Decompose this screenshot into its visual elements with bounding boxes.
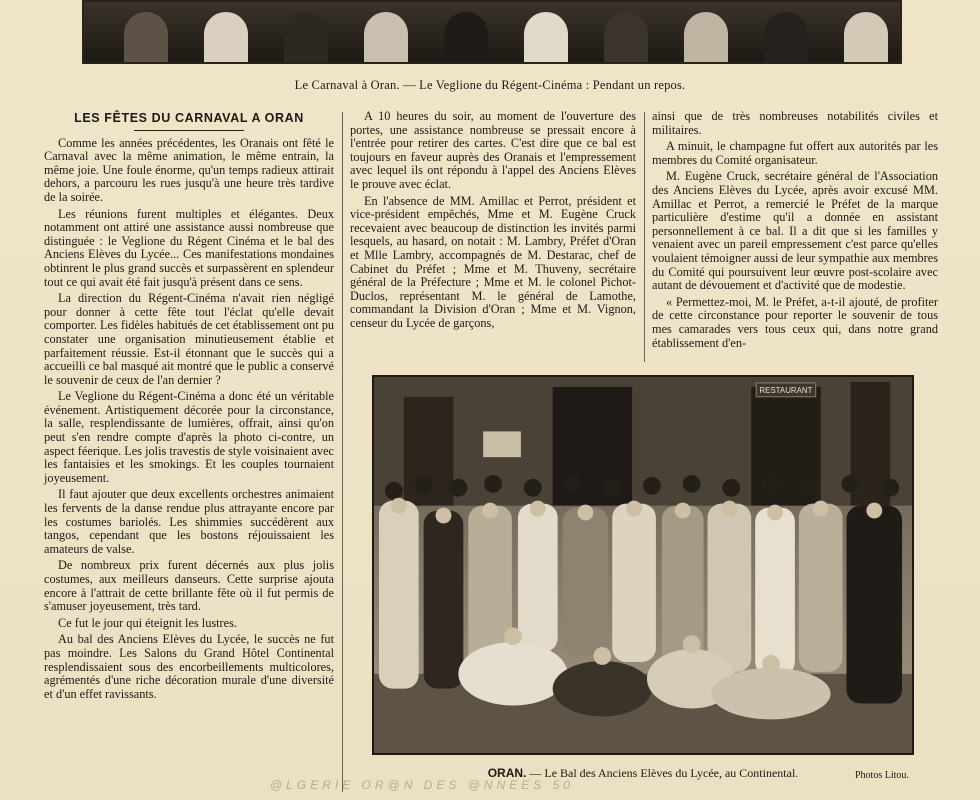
watermark: @LGERIE OR@N DES @NNEES 50 [270, 778, 574, 792]
top-photo-caption: Le Carnaval à Oran. — Le Veglione du Régent-Cinéma : Pendant un repos. [294, 78, 686, 92]
paragraph: « Permettez-moi, M. le Préfet, a-t-il ajouté, de profiter de cette circonstance pour reporter le souvenir de tous mes camarades vers tous ceux qui, dans notre grand établissement d'en- [652, 294, 938, 350]
paragraph: Au bal des Anciens Elèves du Lycée, le succès ne fut pas moindre. Les Salons du Grand Hôtel Continental resplendissaient sous des encorbeillements multicolores, agrémentés d'une riche décoration murale d'une diversité et d'un effet ravissants. [44, 632, 334, 701]
photo-credit: Photos Litou. [855, 770, 909, 781]
paragraph: La direction du Régent-Cinéma n'avait rien négligé pour donner à cette fête tout l'éclat qu'elle devait comporter. Les fidèles habitués de cet établissement ont pu constater une organisation minutieusement établie et parfaitement réussie. Est-il étonnant que le succès qui a accueilli ce bal masqué ait montré que le public a conservé le souvenir de ceux de l'an dernier ? [44, 291, 334, 387]
paragraph: Le Veglione du Régent-Cinéma a donc été un véritable événement. Artistiquement décorée pour la circonstance, la salle, resplendissante de lumières, offrait, ainsi qu'on peut s'en rendre compte d'après la photo ci-contre, un aspect féerique. Les jolis travestis de style voisinaient avec les fantaisies et les smokings. Et les couples tournaient joyeusement. [44, 389, 334, 485]
article-column-1 [44, 110, 334, 704]
article-column-2 [350, 110, 636, 334]
paragraph: En l'absence de MM. Amillac et Perrot, président et vice-président empêchés, Mme et M. Eugène Cruck recevaient avec beaucoup de distinction les invités parmi lesquels, au hasard, on notait : M. Lambry, Préfet d'Oran et Mlle Lambry, accompagnés de M. Destarac, chef de Cabinet du Préfet ; Mme et M. Thuveny, secrétaire général de la Préfecture ; Mme et M. le colonel Pichot-Duclos, représentant M. le général de Lamothe, commandant la Division d'Oran ; Mme et M. Vignon, censeur du Lycée de garçons, [350, 193, 636, 330]
column-rule [644, 112, 645, 362]
article-column-3 [652, 110, 938, 353]
ball-group-photo [372, 375, 914, 755]
paragraph: M. Eugène Cruck, secrétaire général de l'Association des Anciens Elèves du Lycée, après avoir excusé MM. Amillac et Perrot, a remercié le Préfet de la marque particulière d'estime qu'il a donnée en assistant personnellement à ce bal. Il a dit que si les familles y venaient avec un pareil empressement c'est parce qu'elles voulaient témoigner aussi de leur sympathie aux membres du Comité qui poursuivent leur œuvre post-scolaire avec autant de dévouement et d'activité que de modestie. [652, 169, 938, 293]
heading-underline [134, 130, 244, 131]
paragraph: Les réunions furent multiples et élégantes. Deux notamment ont attiré une assistance aussi nombreuse que distinguée : le Veglione du Régent Cinéma et le bal des Anciens Elèves du Lycée... Ces manifestations mondaines obtinrent le plus grand succès et surpassèrent en splendeur tout ce qui avait été fait jusqu'à présent dans ce sens. [44, 206, 334, 289]
caption-label: ORAN. [487, 766, 527, 780]
paragraph: Comme les années précédentes, les Oranais ont fêté le Carnaval avec la même animation, le même entrain, la même joie. Une foule énorme, qu'un temps radieux attirait dehors, a parcouru les rues jusqu'à une heure très tardive de la soirée. [44, 135, 334, 204]
paragraph: A minuit, le champagne fut offert aux autorités par les membres du Comité organisateur. [652, 139, 938, 167]
paragraph: A 10 heures du soir, au moment de l'ouverture des portes, une assistance nombreuse se pressait encore à l'entrée pour retirer des cartes. C'est dire que ce bal est toujours en faveur auprès des Oranais et l'empressement avec lequel ils ont répondu à l'appel des Anciens Elèves le prouve avec éclat. [350, 109, 636, 191]
carnival-photo-top [82, 0, 902, 64]
column-rule [342, 112, 343, 792]
paragraph: De nombreux prix furent décernés aux plus jolis costumes, aux meilleurs danseurs. Cette surprise ajouta encore à l'attrait de cette brillante fête où il fut permis de s'amuser joyeusement, très tard. [44, 558, 334, 614]
article-heading: LES FÊTES DU CARNAVAL A ORAN [74, 111, 304, 125]
caption-text: — Le Bal des Anciens Elèves du Lycée, au Continental. [526, 766, 799, 780]
paragraph: Il faut ajouter que deux excellents orchestres animaient les fervents de la danse rendue plus attrayante encore par les costumes bariolés. Les shimmies succédèrent aux tangos, cependant que les bostons réjouissaient les amateurs de valse. [44, 487, 334, 556]
paragraph: Ce fut le jour qui éteignit les lustres. [58, 615, 237, 630]
restaurant-sign: RESTAURANT [759, 385, 813, 395]
paragraph: ainsi que de très nombreuses notabilités civiles et militaires. [652, 109, 938, 137]
